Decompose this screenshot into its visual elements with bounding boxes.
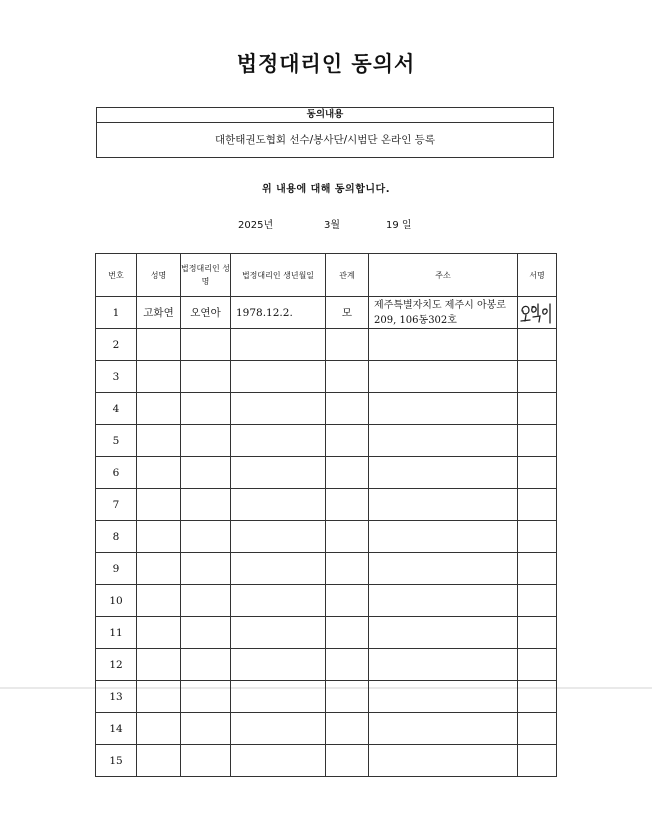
- cell-relation: [326, 489, 369, 521]
- cell-signature: [518, 585, 557, 617]
- table-row: [96, 489, 557, 521]
- cell-signature: [518, 297, 557, 329]
- cell-guardian-name: [181, 393, 231, 425]
- cell-signature: [518, 361, 557, 393]
- cell-address: [369, 329, 518, 361]
- header-number: 번호: [96, 254, 137, 297]
- cell-guardian-name: [181, 521, 231, 553]
- cell-guardian-name: [181, 713, 231, 745]
- table-row: [96, 585, 557, 617]
- cell-signature: [518, 489, 557, 521]
- cell-guardian-name: [181, 361, 231, 393]
- cell-number: 7: [96, 489, 137, 521]
- table-row: [96, 457, 557, 489]
- cell-guardian-birth: [231, 457, 326, 489]
- cell-guardian-birth: [231, 329, 326, 361]
- cell-guardian-birth: [231, 713, 326, 745]
- cell-relation: [326, 553, 369, 585]
- table-row: [96, 393, 557, 425]
- table-row: [96, 425, 557, 457]
- cell-signature: [518, 713, 557, 745]
- cell-number: 1: [96, 297, 137, 329]
- cell-guardian-name: 오연아: [181, 297, 231, 329]
- cell-address: 제주특별자치도 제주시 아봉로209, 106동302호: [369, 297, 518, 329]
- cell-name: [137, 329, 181, 361]
- cell-guardian-name: [181, 553, 231, 585]
- cell-number: 5: [96, 425, 137, 457]
- cell-relation: [326, 329, 369, 361]
- cell-relation: [326, 585, 369, 617]
- cell-signature: [518, 425, 557, 457]
- date-year: 2025년: [238, 220, 274, 231]
- cell-guardian-name: [181, 329, 231, 361]
- cell-relation: [326, 713, 369, 745]
- table-row: [96, 521, 557, 553]
- table-header-row: [96, 254, 557, 297]
- consent-header: 동의내용: [97, 108, 553, 123]
- cell-relation: 모: [326, 297, 369, 329]
- document-title: 법정대리인 동의서: [236, 52, 416, 76]
- table-row: [96, 329, 557, 361]
- cell-relation: [326, 457, 369, 489]
- cell-address: [369, 745, 518, 777]
- cell-address: [369, 521, 518, 553]
- table-row: [96, 681, 557, 713]
- date-month: 3월: [324, 220, 341, 231]
- cell-signature: [518, 329, 557, 361]
- cell-number: 9: [96, 553, 137, 585]
- table-row: [96, 297, 557, 329]
- cell-guardian-birth: [231, 681, 326, 713]
- cell-guardian-name: [181, 489, 231, 521]
- cell-guardian-name: [181, 681, 231, 713]
- cell-guardian-name: [181, 585, 231, 617]
- cell-signature: [518, 681, 557, 713]
- cell-guardian-name: [181, 617, 231, 649]
- cell-signature: [518, 617, 557, 649]
- cell-guardian-name: [181, 745, 231, 777]
- header-guardian-birth: 법정대리인 생년월일: [231, 254, 326, 297]
- cell-guardian-birth: [231, 361, 326, 393]
- cell-guardian-name: [181, 649, 231, 681]
- cell-guardian-birth: [231, 393, 326, 425]
- cell-number: 10: [96, 585, 137, 617]
- cell-guardian-birth: [231, 489, 326, 521]
- cell-relation: [326, 425, 369, 457]
- cell-number: 8: [96, 521, 137, 553]
- cell-name: [137, 521, 181, 553]
- cell-number: 12: [96, 649, 137, 681]
- cell-relation: [326, 393, 369, 425]
- header-signature: 서명: [518, 254, 557, 297]
- table-row: [96, 361, 557, 393]
- header-name: 성명: [137, 254, 181, 297]
- cell-relation: [326, 681, 369, 713]
- cell-name: [137, 553, 181, 585]
- cell-address: [369, 393, 518, 425]
- handwritten-signature: [519, 301, 555, 325]
- cell-guardian-name: [181, 457, 231, 489]
- cell-guardian-name: [181, 425, 231, 457]
- cell-signature: [518, 745, 557, 777]
- consent-content: 대한태권도협회 선수/봉사단/시범단 온라인 등록: [215, 134, 435, 146]
- cell-guardian-birth: [231, 553, 326, 585]
- cell-number: 13: [96, 681, 137, 713]
- cell-guardian-birth: [231, 745, 326, 777]
- agreement-statement: 위 내용에 대해 동의합니다.: [261, 184, 390, 195]
- cell-address: [369, 649, 518, 681]
- cell-address: [369, 681, 518, 713]
- cell-name: 고화연: [137, 297, 181, 329]
- cell-guardian-birth: [231, 585, 326, 617]
- header-address: 주소: [369, 254, 518, 297]
- cell-guardian-birth: [231, 521, 326, 553]
- cell-relation: [326, 521, 369, 553]
- cell-name: [137, 393, 181, 425]
- cell-number: 11: [96, 617, 137, 649]
- guardian-table: [95, 253, 557, 777]
- header-relation: 관계: [326, 254, 369, 297]
- cell-guardian-birth: [231, 617, 326, 649]
- cell-address: [369, 617, 518, 649]
- cell-guardian-birth: [231, 425, 326, 457]
- table-row: [96, 745, 557, 777]
- cell-name: [137, 457, 181, 489]
- cell-relation: [326, 617, 369, 649]
- cell-name: [137, 649, 181, 681]
- cell-number: 14: [96, 713, 137, 745]
- cell-guardian-birth: 1978.12.2.: [231, 297, 326, 329]
- cell-name: [137, 713, 181, 745]
- cell-address: [369, 425, 518, 457]
- cell-signature: [518, 521, 557, 553]
- cell-name: [137, 361, 181, 393]
- cell-number: 6: [96, 457, 137, 489]
- cell-number: 4: [96, 393, 137, 425]
- cell-guardian-birth: [231, 649, 326, 681]
- table-row: [96, 713, 557, 745]
- cell-signature: [518, 553, 557, 585]
- cell-relation: [326, 649, 369, 681]
- cell-name: [137, 617, 181, 649]
- cell-signature: [518, 649, 557, 681]
- date-day: 19 일: [386, 220, 412, 231]
- header-guardian-name: 법정대리인 성명: [181, 254, 231, 297]
- cell-name: [137, 425, 181, 457]
- table-row: [96, 617, 557, 649]
- cell-name: [137, 745, 181, 777]
- cell-address: [369, 457, 518, 489]
- cell-address: [369, 489, 518, 521]
- cell-number: 3: [96, 361, 137, 393]
- cell-number: 2: [96, 329, 137, 361]
- cell-number: 15: [96, 745, 137, 777]
- cell-address: [369, 585, 518, 617]
- cell-address: [369, 361, 518, 393]
- table-row: [96, 649, 557, 681]
- cell-name: [137, 681, 181, 713]
- cell-relation: [326, 745, 369, 777]
- table-row: [96, 553, 557, 585]
- cell-name: [137, 489, 181, 521]
- cell-signature: [518, 457, 557, 489]
- cell-name: [137, 585, 181, 617]
- cell-signature: [518, 393, 557, 425]
- cell-address: [369, 713, 518, 745]
- consent-box: [96, 107, 554, 158]
- cell-address: [369, 553, 518, 585]
- cell-relation: [326, 361, 369, 393]
